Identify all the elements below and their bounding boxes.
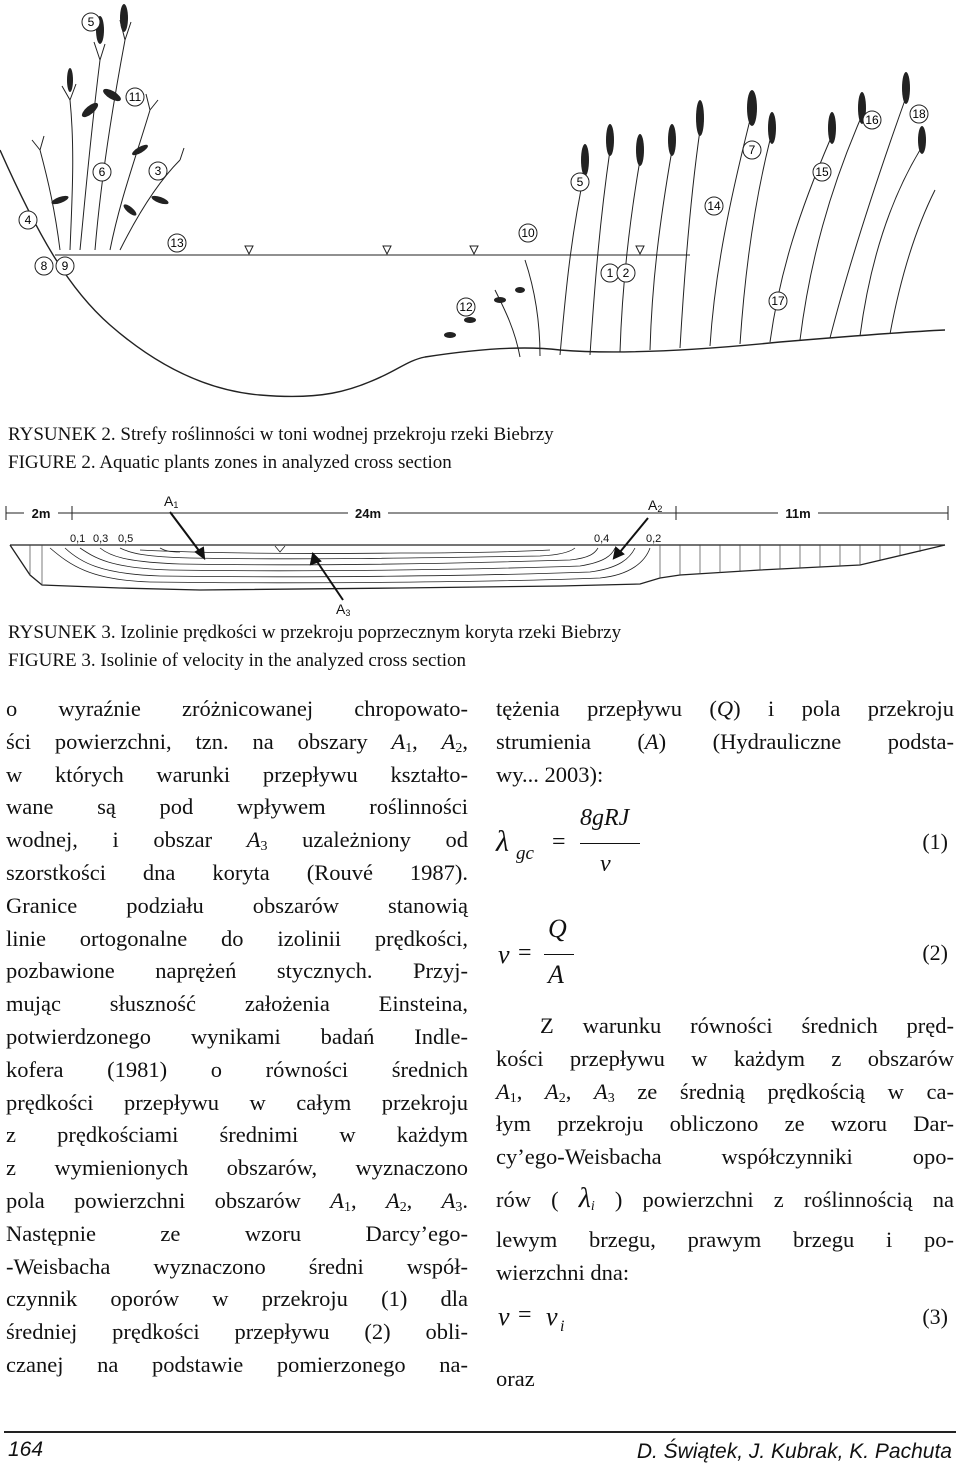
svg-text:5: 5	[576, 175, 584, 189]
text-line: pozbawione naprężeń stycznych. Przyj-	[6, 958, 468, 984]
text-line: pola powierzchni obszarów $A_1$, $A_2$, $A_3$.	[6, 1187, 468, 1215]
eq3-vi: v	[546, 1302, 558, 1331]
zone-label	[705, 197, 723, 215]
right-column-paragraph	[496, 1010, 954, 1290]
text-line: strumienia (A) (Hydrauliczne podsta-	[496, 728, 954, 754]
zone-label	[82, 13, 100, 31]
svg-text:0,2: 0,2	[646, 533, 662, 545]
svg-text:8: 8	[40, 259, 48, 273]
text-line: Z warunku równości średnich pręd-	[540, 1013, 954, 1038]
svg-text:2: 2	[622, 266, 630, 280]
eq2-number: (2)	[922, 940, 948, 965]
text-line: linie ortogonalne do izolinii prędkości,	[6, 925, 468, 951]
svg-text:3: 3	[154, 164, 162, 178]
dim-mid-label: 24m	[354, 506, 382, 521]
riverbed-profile	[0, 150, 945, 396]
text-line: o wyraźnie zróżnicowanej chropowato-	[6, 696, 468, 721]
text-line: lewym brzegu, prawym brzegu i po-	[496, 1226, 954, 1252]
footer-authors: D. Świątek, J. Kubrak, K. Pachuta	[636, 1440, 952, 1463]
svg-text:10: 10	[521, 226, 535, 240]
svg-text:5: 5	[87, 15, 95, 29]
text-line: z wymienionych obszarów, wyznaczono	[6, 1155, 468, 1181]
eq1-equals: =	[552, 829, 566, 855]
svg-text:7: 7	[748, 143, 756, 157]
eq3-subscript: i	[560, 1318, 565, 1335]
eq1-fraction-bar	[580, 843, 640, 844]
text-line: -Weisbacha wyznaczono średni współ-	[6, 1253, 468, 1279]
equation-3	[496, 1300, 954, 1340]
figure-2-caption-en: FIGURE 2. Aquatic plants zones in analyzed cross section	[8, 452, 452, 473]
eq1-number: (1)	[922, 829, 948, 854]
zone-label	[457, 298, 475, 316]
area-a1-label: A1	[164, 493, 179, 510]
text-line: czanej na podstawie pomierzonego na-	[6, 1351, 468, 1377]
zone-label	[93, 163, 111, 181]
text-line: tężenia przepływu (Q) i pola przekroju	[496, 696, 954, 721]
svg-text:1: 1	[606, 266, 614, 280]
zone-label	[56, 257, 74, 275]
zone-label	[126, 88, 144, 106]
svg-text:13: 13	[170, 236, 184, 250]
dim-right-label: 11m	[785, 506, 811, 521]
footer-rule	[4, 1431, 956, 1433]
zone-label	[35, 257, 53, 275]
channel-outline	[10, 545, 945, 590]
zone-label	[769, 292, 787, 310]
eq3-number: (3)	[922, 1304, 948, 1329]
svg-text:12: 12	[459, 300, 473, 314]
svg-text:17: 17	[771, 294, 785, 308]
area-arrows	[170, 512, 648, 600]
left-column-text	[6, 693, 468, 1382]
eq1-numerator: 8gRJ	[580, 805, 630, 831]
figure-3-caption-en: FIGURE 3. Isolinie of velocity in the analyzed cross section	[8, 650, 467, 671]
area-a3-label: A3	[336, 601, 351, 618]
text-line: mując słuszność założenia Einsteina,	[6, 991, 468, 1017]
svg-text:18: 18	[912, 107, 926, 121]
text-line: wierzchni dna:	[496, 1259, 630, 1285]
figure-3-velocity-isolines	[0, 490, 960, 620]
zone-label	[743, 141, 761, 159]
zone-label	[617, 264, 635, 282]
svg-text:0,1: 0,1	[70, 533, 86, 545]
right-column-intro	[496, 693, 954, 791]
svg-text:16: 16	[865, 113, 879, 127]
text-line: kofera (1981) o równości średnich	[6, 1056, 468, 1082]
eq2-v: v	[498, 940, 510, 969]
area-a2-label: A2	[648, 497, 663, 514]
eq2-denominator: A	[548, 960, 564, 989]
water-level-marks	[245, 246, 644, 254]
eq3-v: v	[498, 1302, 510, 1331]
eq2-numerator: Q	[548, 914, 567, 943]
text-line: cy’ego-Weisbacha współczynniki opo-	[496, 1144, 954, 1170]
figure-2-caption-pl: RYSUNEK 2. Strefy roślinności w toni wodnej przekroju rzeki Biebrzy	[8, 424, 554, 445]
zone-label	[863, 111, 881, 129]
velocity-isolines	[50, 546, 650, 583]
page-number: 164	[8, 1438, 44, 1461]
isoline-values	[70, 533, 661, 545]
eq2-equals: =	[518, 940, 532, 966]
svg-text:0,5: 0,5	[118, 533, 134, 545]
eq3-equals: =	[518, 1302, 532, 1328]
left-bank-plants	[32, 20, 184, 250]
eq1-denominator: v	[600, 851, 611, 877]
text-line: $A_1$, $A_2$, $A_3$ ze średnią prędkością w ca-	[496, 1078, 955, 1106]
zone-label	[601, 264, 619, 282]
plant-zone-labels	[19, 13, 928, 316]
zone-label	[149, 162, 167, 180]
right-bank-reeds	[495, 100, 935, 357]
text-line: rów ( $\lambda_i$ ) powierzchni z roślinnością na	[496, 1182, 955, 1214]
svg-text:14: 14	[707, 199, 721, 213]
text-line: szorstkości dna koryta (Rouvé 1987).	[6, 859, 468, 885]
text-line: kości przepływu w każdym z obszarów	[496, 1045, 954, 1071]
text-line: średniej prędkości przepływu (2) obli-	[6, 1319, 468, 1345]
text-line: czynnik oporów w przekroju (1) dla	[6, 1286, 468, 1312]
eq2-fraction-bar	[544, 954, 574, 955]
text-line: Granice podziału obszarów stanowią	[6, 892, 468, 918]
svg-text:0,3: 0,3	[93, 533, 109, 545]
text-line: Następnie ze wzoru Darcy’ego-	[6, 1220, 468, 1246]
equation-1	[496, 805, 954, 895]
oraz-word: oraz	[496, 1366, 535, 1391]
zone-label	[910, 105, 928, 123]
figure-3-caption-pl: RYSUNEK 3. Izolinie prędkości w przekroju poprzecznym koryta rzeki Biebrzy	[8, 622, 622, 643]
zone-label	[19, 211, 37, 229]
eq1-lambda: λ	[496, 825, 509, 858]
zone-label	[571, 173, 589, 191]
text-line: wane są pod wpływem roślinności	[6, 794, 468, 820]
svg-text:9: 9	[61, 259, 69, 273]
text-line: łym przekroju obliczono ze wzoru Dar-	[496, 1111, 954, 1137]
text-line: w których warunki przepływu kształto-	[6, 761, 468, 787]
text-line: wy... 2003):	[496, 761, 604, 787]
text-line: ści powierzchni, tzn. na obszary $A_1$, $A_2$,	[6, 728, 468, 756]
figure-2-vegetation-drawing	[0, 0, 960, 420]
zone-label	[168, 234, 186, 252]
left-bank-foliage	[51, 4, 170, 217]
text-line: wodnej, i obszar $A_3$ uzależniony od	[6, 827, 468, 855]
text-line: z prędkościami średnimi w każdym	[6, 1122, 468, 1148]
right-bank-panicles	[444, 72, 926, 338]
svg-text:11: 11	[128, 90, 142, 104]
dim-left-label: 2m	[31, 506, 51, 521]
equation-2	[496, 912, 954, 1002]
zone-label	[519, 224, 537, 242]
svg-text:0,4: 0,4	[594, 533, 610, 545]
svg-text:4: 4	[24, 213, 32, 227]
text-line: prędkości przepływu w całym przekroju	[6, 1089, 468, 1115]
svg-text:15: 15	[815, 165, 829, 179]
svg-text:6: 6	[98, 165, 106, 179]
text-line: potwierdzonego wynikami badań Indle-	[6, 1023, 468, 1049]
eq1-subscript: gc	[516, 843, 534, 864]
zone-label	[813, 163, 831, 181]
